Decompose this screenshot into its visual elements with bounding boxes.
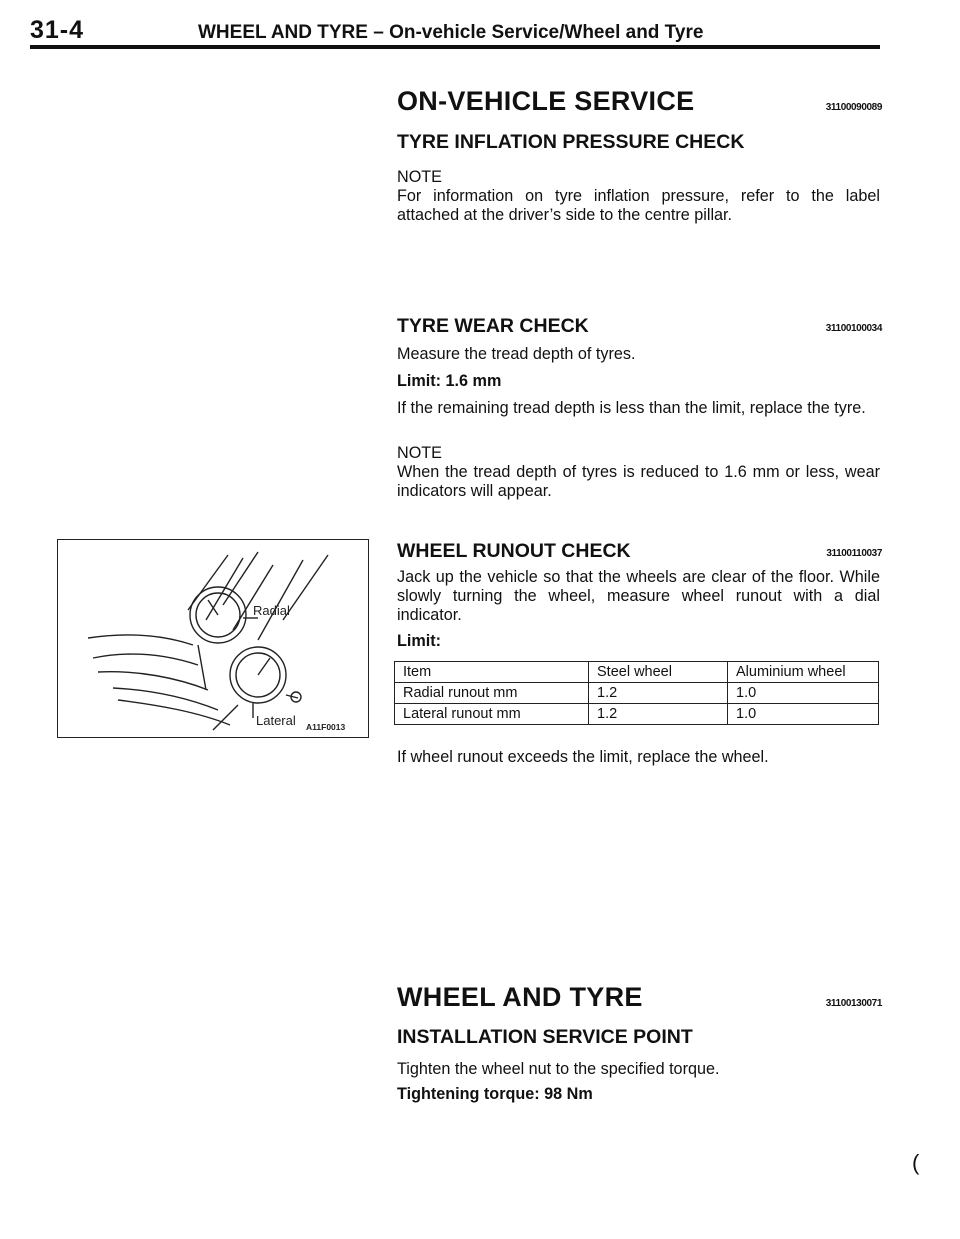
table-header-cell: Aluminium wheel: [728, 662, 879, 683]
installation-text: Tighten the wheel nut to the specified torque.: [397, 1060, 720, 1078]
table-cell: Lateral runout mm: [395, 704, 589, 725]
table-cell: 1.0: [728, 704, 879, 725]
runout-limit-table: [394, 661, 879, 725]
note-label: NOTE: [397, 444, 442, 462]
wear-text-2: If the remaining tread depth is less than the limit, replace the tyre.: [397, 399, 866, 417]
table-cell: Radial runout mm: [395, 683, 589, 704]
table-header-row: [395, 662, 879, 683]
section-on-vehicle: [397, 86, 880, 117]
table-cell: 1.2: [589, 704, 728, 725]
section-code: 31100090089: [825, 102, 882, 113]
subsection-title: WHEEL RUNOUT CHECK: [397, 540, 631, 562]
section-title: WHEEL AND TYRE: [397, 982, 643, 1012]
section-wheel-and-tyre: [397, 982, 880, 1013]
wear-text: Measure the tread depth of tyres.: [397, 345, 636, 363]
note-label: NOTE: [397, 168, 442, 186]
section-tyre-inflation: [397, 131, 880, 154]
header-divider: [30, 45, 880, 49]
subsection-title: INSTALLATION SERVICE POINT: [397, 1026, 693, 1048]
figure-code: A11F0013: [306, 722, 346, 732]
table-header-cell: Steel wheel: [589, 662, 728, 683]
tightening-torque: Tightening torque: 98 Nm: [397, 1085, 593, 1103]
table-row: [395, 683, 879, 704]
table-header-cell: Item: [395, 662, 589, 683]
subsection-title: TYRE INFLATION PRESSURE CHECK: [397, 131, 745, 153]
runout-after-text: If wheel runout exceeds the limit, replace the wheel.: [397, 748, 769, 766]
runout-limit-label: Limit:: [397, 632, 442, 650]
runout-text: Jack up the vehicle so that the wheels are clear of the floor. While slowly turning the wheel, measure wheel runout with a dial indicator.: [397, 568, 880, 624]
section-wheel-runout: [397, 540, 880, 563]
section-code: 31100130071: [825, 998, 882, 1009]
dial-indicator-illustration: [58, 540, 367, 736]
note-text: For information on tyre inflation pressure, refer to the label attached at the driver’s side to the centre pillar.: [397, 187, 880, 224]
section-code: 31100110037: [826, 548, 882, 559]
section-title: ON-VEHICLE SERVICE: [397, 86, 695, 116]
lateral-label: Lateral: [256, 713, 296, 728]
section-code: 31100100034: [825, 323, 882, 334]
page-number: 31-4: [30, 16, 85, 44]
table-row: [395, 704, 879, 725]
radial-label: Radial: [253, 603, 290, 618]
page-header-title: WHEEL AND TYRE – On-vehicle Service/Wheel and Tyre: [198, 22, 704, 43]
section-tyre-wear: [397, 315, 880, 338]
stray-mark: (: [912, 1150, 920, 1175]
table-cell: 1.0: [728, 683, 879, 704]
table-cell: 1.2: [589, 683, 728, 704]
dial-indicator-figure: [57, 539, 369, 738]
wear-limit: Limit: 1.6 mm: [397, 372, 502, 390]
installation-service-point: [397, 1026, 880, 1049]
note-text: When the tread depth of tyres is reduced to 1.6 mm or less, wear indicators will appear.: [397, 463, 880, 500]
subsection-title: TYRE WEAR CHECK: [397, 315, 589, 337]
